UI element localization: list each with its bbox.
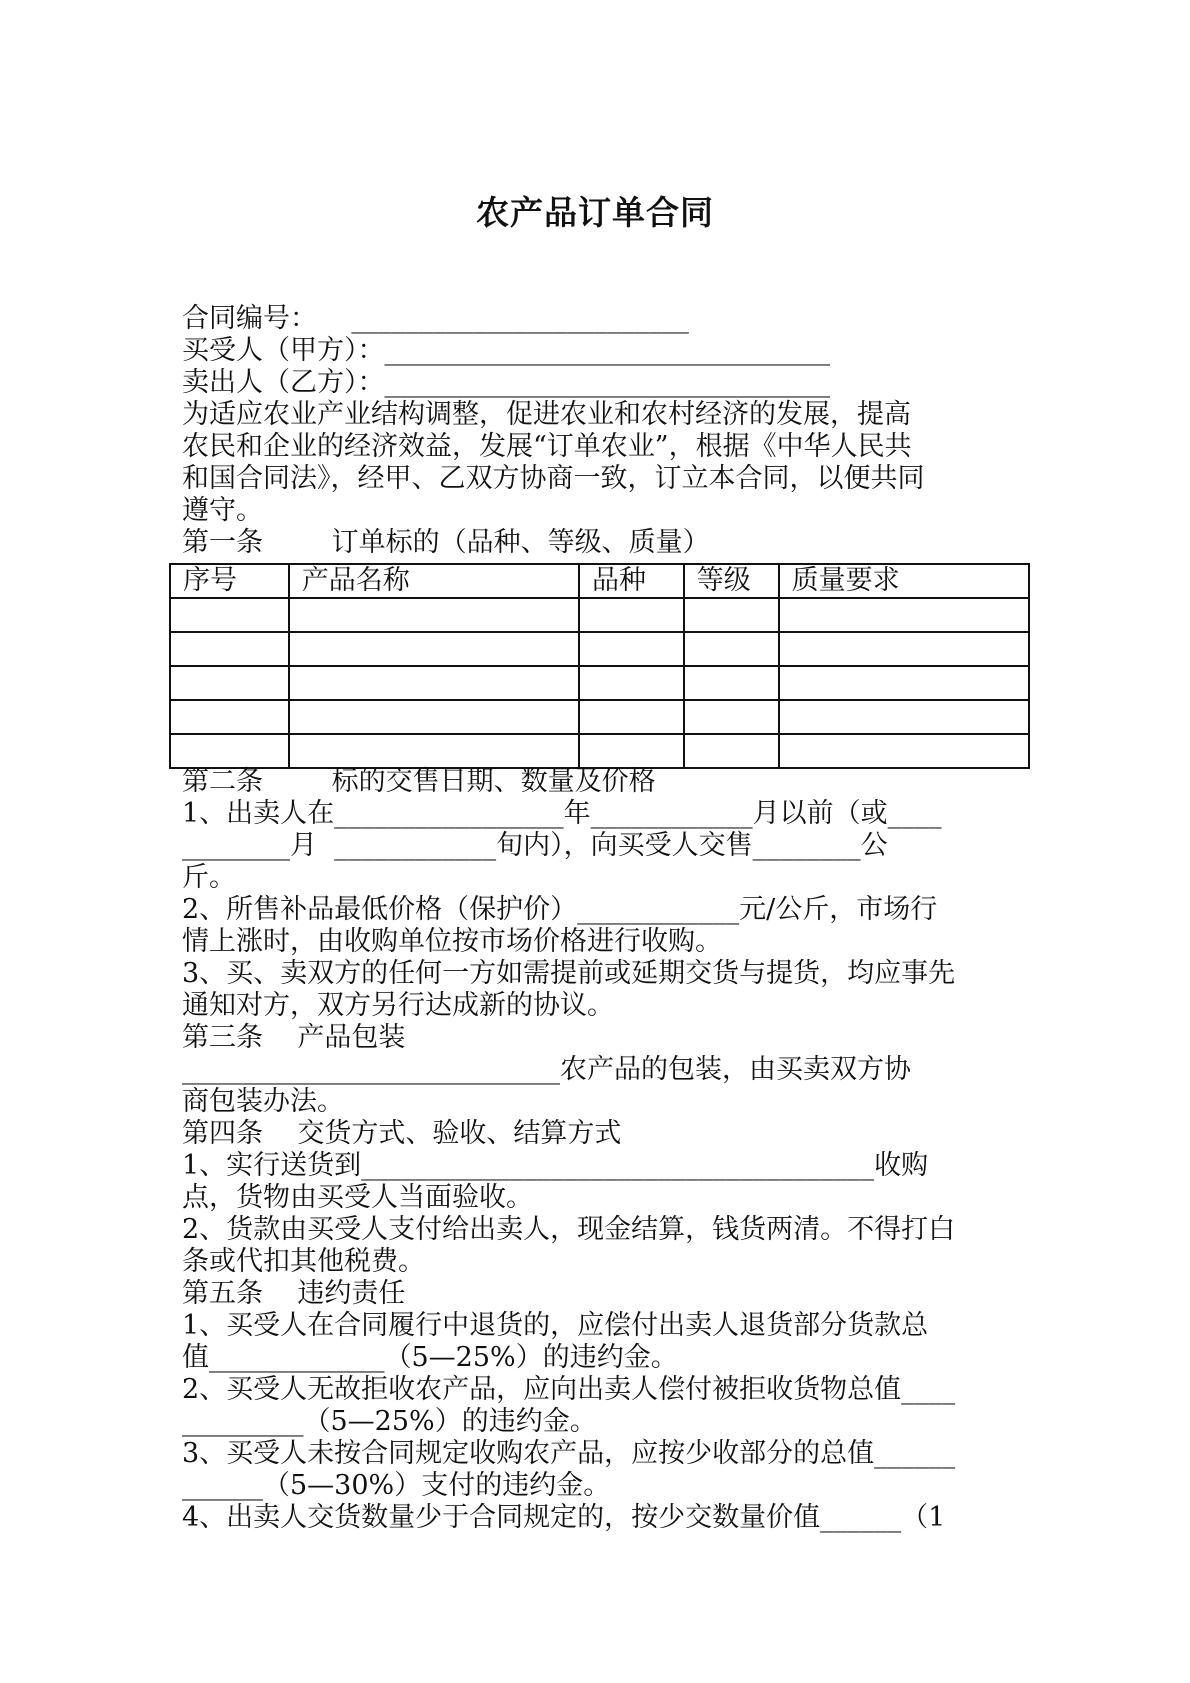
table-cell — [684, 632, 779, 666]
clause-line: 条或代扣其他税费。 — [182, 1246, 425, 1277]
clause-line: 1、实行送货到______________________________________收购 — [182, 1150, 929, 1181]
clause-line: 商包装办法。 — [182, 1086, 344, 1117]
clause-line: 2、所售补品最低价格（保护价）____________元/公斤，市场行 — [182, 894, 938, 925]
table-cell — [170, 632, 289, 666]
table-row — [170, 734, 1029, 768]
article-heading: 第一条 订单标的（品种、等级、质量） — [182, 527, 710, 558]
table-cell — [289, 734, 579, 768]
clause-line: 2、货款由买受人支付给出卖人，现金结算，钱货两清。不得打白 — [182, 1214, 956, 1245]
clause-line: _________（5—25%）的违约金。 — [182, 1406, 597, 1437]
product-spec-table — [169, 563, 1030, 769]
table-header-cell: 产品名称 — [289, 564, 579, 598]
table-cell — [289, 666, 579, 700]
table-row — [170, 632, 1029, 666]
document-title: 农产品订单合同 — [476, 193, 714, 232]
table-cell — [170, 700, 289, 734]
table-cell — [579, 598, 684, 632]
clause-line: 3、买、卖双方的任何一方如需提前或延期交货与提货，均应事先 — [182, 958, 956, 989]
table-cell — [684, 734, 779, 768]
clause-line: 斤。 — [182, 862, 236, 893]
clause-line: 1、出卖人在_________________年____________月以前（或____ — [182, 798, 942, 829]
table-cell — [779, 598, 1029, 632]
table-row — [170, 598, 1029, 632]
clause-line: 通知对方，双方另行达成新的协议。 — [182, 990, 614, 1021]
contract-number-line: 合同编号： _________________________ — [182, 303, 689, 334]
table-cell — [579, 666, 684, 700]
clause-line: ________月 ____________旬内），向买受人交售________公 — [182, 830, 888, 861]
preamble-line: 遵守。 — [182, 495, 263, 526]
table-header-cell: 等级 — [684, 564, 779, 598]
table-cell — [684, 666, 779, 700]
table-cell — [779, 632, 1029, 666]
table-cell — [579, 734, 684, 768]
table-cell — [684, 598, 779, 632]
preamble-line: 为适应农业产业结构调整，促进农业和农村经济的发展，提高 — [182, 399, 911, 430]
table-header-cell: 序号 — [170, 564, 289, 598]
table-cell — [579, 700, 684, 734]
table-cell — [170, 666, 289, 700]
clause-line: 2、买受人无故拒收农产品，应向出卖人偿付被拒收货物总值____ — [182, 1374, 956, 1405]
article-heading: 第三条 产品包装 — [182, 1022, 406, 1053]
table-header-cell: 质量要求 — [779, 564, 1029, 598]
article-heading: 第四条 交货方式、验收、结算方式 — [182, 1118, 622, 1149]
clause-line: ____________________________农产品的包装，由买卖双方协 — [182, 1054, 911, 1085]
table-header-cell: 品种 — [579, 564, 684, 598]
table-cell — [579, 632, 684, 666]
clause-line: ______（5—30%）支付的违约金。 — [182, 1470, 611, 1501]
table-cell — [779, 666, 1029, 700]
clause-line: 点，货物由买受人当面验收。 — [182, 1182, 533, 1213]
table-header-row — [170, 564, 1029, 598]
clause-line: 1、买受人在合同履行中退货的，应偿付出卖人退货部分货款总 — [182, 1310, 929, 1341]
buyer-line: 买受人（甲方）：_________________________________ — [182, 335, 830, 366]
table-cell — [170, 598, 289, 632]
table-cell — [289, 632, 579, 666]
table-cell — [289, 598, 579, 632]
preamble-line: 农民和企业的经济效益，发展“订单农业”，根据《中华人民共 — [182, 431, 912, 462]
seller-line: 卖出人（乙方）：_________________________________ — [182, 367, 830, 398]
article-heading: 第五条 违约责任 — [182, 1278, 406, 1309]
table-cell — [289, 700, 579, 734]
article-heading: 第二条 标的交售日期、数量及价格 — [182, 766, 656, 797]
table-cell — [684, 700, 779, 734]
clause-line: 值_____________（5—25%）的违约金。 — [182, 1342, 678, 1373]
clause-line: 4、出卖人交货数量少于合同规定的，按少交数量价值______（1 — [182, 1502, 946, 1533]
table-cell — [170, 734, 289, 768]
preamble-line: 和国合同法》，经甲、乙双方协商一致，订立本合同，以便共同 — [182, 463, 925, 494]
table-row — [170, 700, 1029, 734]
clause-line: 3、买受人未按合同规定收购农产品，应按少收部分的总值______ — [182, 1438, 956, 1469]
table-cell — [779, 700, 1029, 734]
table-row — [170, 666, 1029, 700]
table-cell — [779, 734, 1029, 768]
clause-line: 情上涨时，由收购单位按市场价格进行收购。 — [182, 926, 722, 957]
